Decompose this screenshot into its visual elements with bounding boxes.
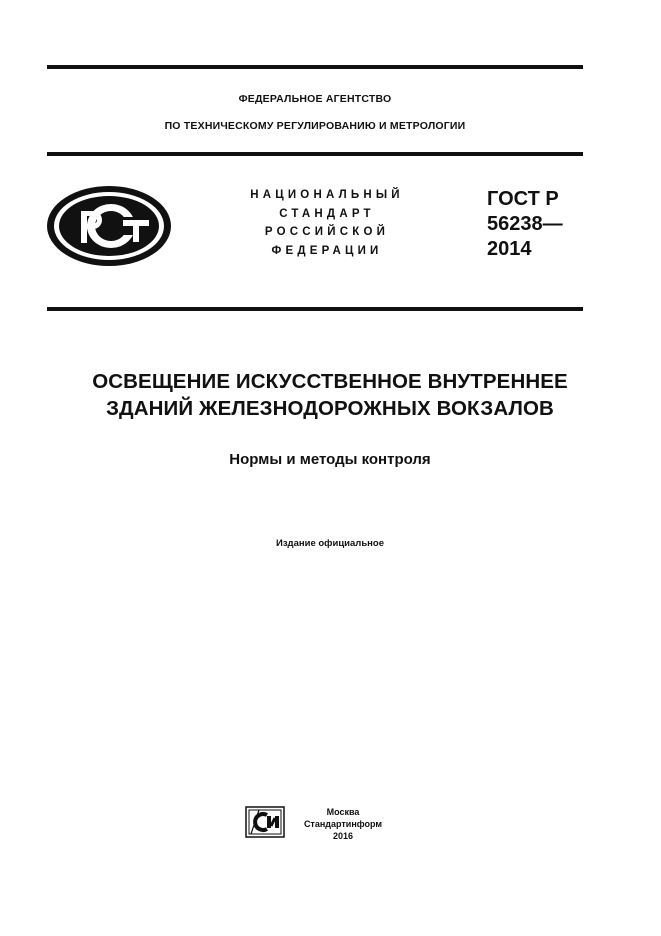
national-standard-label (232, 186, 422, 260)
document-title (20, 368, 640, 422)
rst-logo-icon (43, 183, 175, 269)
document-subtitle: Нормы и методы контроля (229, 451, 431, 468)
designation-line3: 2014 (487, 238, 532, 260)
header-rule (47, 152, 583, 156)
national-standard-line1: НАЦИОНАЛЬНЫЙ (250, 189, 404, 201)
edition-note: Издание официальное (276, 538, 384, 549)
designation-line2: 56238— (487, 213, 563, 235)
standard-designation (487, 187, 563, 262)
title-block-rule (47, 307, 583, 311)
national-standard-line3: РОССИЙСКОЙ (264, 226, 390, 238)
national-standard-line4: ФЕДЕРАЦИИ (271, 244, 383, 257)
title-line2: ЗДАНИЙ ЖЕЛЕЗНОДОРОЖНЫХ ВОКЗАЛОВ (106, 397, 554, 420)
agency-name-line2: ПО ТЕХНИЧЕСКОМУ РЕГУЛИРОВАНИЮ И МЕТРОЛОГИИ (164, 120, 466, 132)
standartinform-logo-icon (245, 806, 285, 838)
top-rule (47, 65, 583, 69)
national-standard-line2: СТАНДАРТ (279, 207, 375, 220)
publication-year: 2016 (332, 831, 354, 841)
publisher-name: Стандартинформ (303, 819, 383, 829)
title-line1: ОСВЕЩЕНИЕ ИСКУССТВЕННОЕ ВНУТРЕННЕЕ (92, 370, 568, 393)
publisher-info (293, 806, 393, 842)
publisher-city: Москва (326, 807, 360, 817)
agency-name-line1: ФЕДЕРАЛЬНОЕ АГЕНТСТВО (238, 93, 392, 105)
designation-line1: ГОСТ Р (487, 188, 559, 210)
